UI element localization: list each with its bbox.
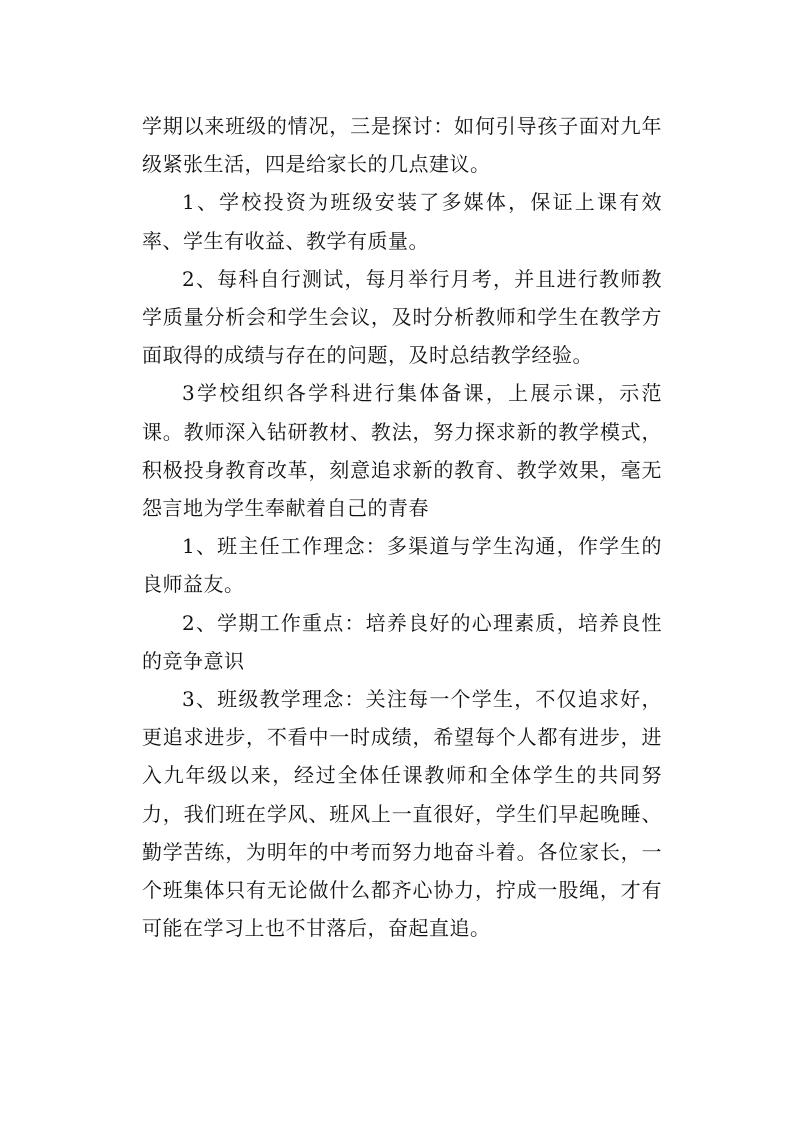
paragraph-6: 2、学期工作重点：培养良好的心理素质，培养良性的竞争意识: [142, 610, 662, 673]
paragraph-5: 1、班主任工作理念：多渠道与学生沟通，作学生的良师益友。: [142, 534, 662, 597]
document-body: [142, 107, 662, 947]
paragraph-7: 3、班级教学理念：关注每一个学生，不仅追求好，更追求进步，不看中一时成绩，希望每个人都有进步，进入九年级以来，经过全体任课教师和全体学生的共同努力，我们班在学风、班风上一直很好，学生们早起晚睡、勤学苦练，为明年的中考而努力地奋斗着。各位家长，一个班集体只有无论做什么都齐心协力，拧成一股绳，才有可能在学习上也不甘落后，奋起直追。: [142, 687, 662, 941]
paragraph-4: 3学校组织各学科进行集体备课，上展示课，示范课。教师深入钻研教材、教法，努力探求新的教学模式，积极投身教育改革，刻意追求新的教育、教学效果，毫无怨言地为学生奉献着自己的青春: [142, 381, 662, 521]
paragraph-3: 2、每科自行测试，每月举行月考，并且进行教师教学质量分析会和学生会议，及时分析教师和学生在教学方面取得的成绩与存在的问题，及时总结教学经验。: [142, 266, 662, 368]
paragraph-2: 1、学校投资为班级安装了多媒体，保证上课有效率、学生有收益、教学有质量。: [142, 190, 662, 253]
paragraph-1: 学期以来班级的情况，三是探讨：如何引导孩子面对九年级紧张生活，四是给家长的几点建议。: [142, 114, 662, 177]
